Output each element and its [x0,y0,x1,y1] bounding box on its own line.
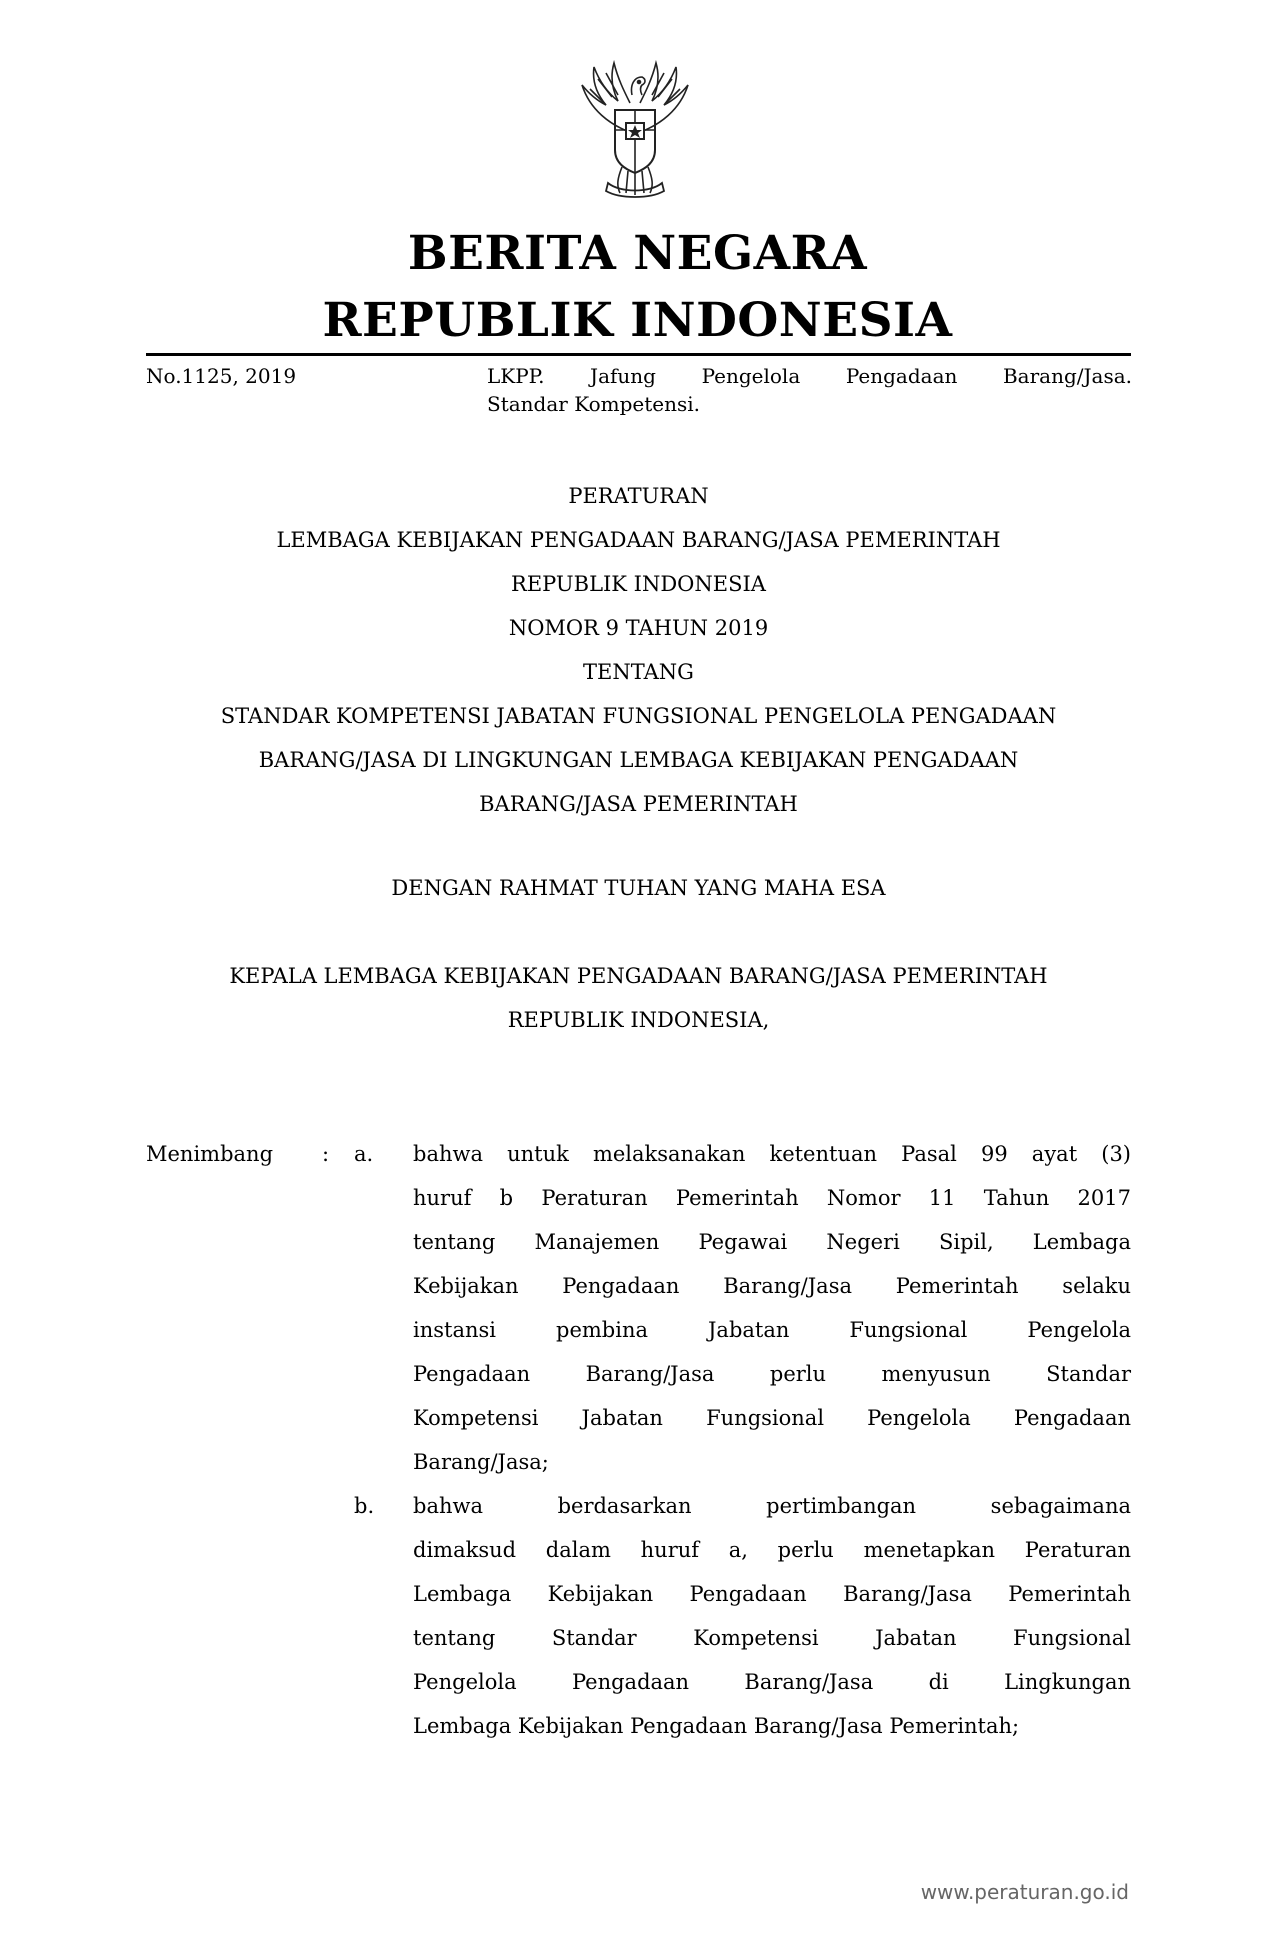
item-line: instansi pembina Jabatan Fungsional Pengelola [413,1318,1131,1342]
item-line: Kompetensi Jabatan Fungsional Pengelola Pengadaan [413,1406,1131,1430]
regulation-line: BARANG/JASA PEMERINTAH [479,792,798,816]
regulation-line: PERATURAN [568,484,709,508]
item-line: Kebijakan Pengadaan Barang/Jasa Pemerintah selaku [413,1274,1131,1298]
item-line: dimaksud dalam huruf a, perlu menetapkan Peraturan [413,1538,1131,1562]
item-line: Lembaga Kebijakan Pengadaan Barang/Jasa Pemerintah [413,1582,1131,1606]
masthead-title: BERITA NEGARA [407,226,868,281]
considering-colon: : [322,1142,330,1166]
item-line: bahwa untuk melaksanakan ketentuan Pasal 99 ayat (3) [413,1142,1131,1166]
item-text [413,1132,1131,1484]
regulation-line: LEMBAGA KEBIJAKAN PENGADAAN BARANG/JASA PEMERINTAH [276,528,1001,552]
footer-url: www.peraturan.go.id [920,1880,1129,1904]
regulation-line: TENTANG [583,660,694,684]
item-line: Pengelola Pengadaan Barang/Jasa di Lingkungan [413,1670,1131,1694]
item-line: bahwa berdasarkan pertimbangan sebagaimana [413,1494,1131,1518]
regulation-heading [146,474,1131,826]
item-line: Pengadaan Barang/Jasa perlu menyusun Standar [413,1362,1131,1386]
regulation-line: STANDAR KOMPETENSI JABATAN FUNGSIONAL PENGELOLA PENGADAAN [220,704,1057,728]
garuda-emblem-icon [560,55,710,205]
regulation-line: NOMOR 9 TAHUN 2019 [508,616,769,640]
item-letter: a. [354,1142,374,1166]
masthead-subtitle: REPUBLIK INDONESIA [322,293,953,348]
masthead-divider [146,353,1131,356]
head-of-office-line1: KEPALA LEMBAGA KEBIJAKAN PENGADAAN BARANG/JASA PEMERINTAH [229,964,1048,988]
head-of-office-line2: REPUBLIK INDONESIA, [507,1008,770,1032]
considering-label: Menimbang [146,1142,274,1166]
gazette-subject-line2: Standar Kompetensi. [487,392,701,416]
item-line: tentang Standar Kompetensi Jabatan Fungsional [413,1626,1131,1650]
grace-statement: DENGAN RAHMAT TUHAN YANG MAHA ESA [391,876,886,900]
gazette-number: No.1125, 2019 [146,364,297,388]
gazette-subject [487,362,1132,418]
gazette-subject-line1: LKPP. Jafung Pengelola Pengadaan Barang/Jasa. [487,364,1132,388]
item-line: huruf b Peraturan Pemerintah Nomor 11 Tahun 2017 [413,1186,1131,1210]
item-line: Barang/Jasa; [413,1450,549,1474]
item-letter: b. [354,1494,375,1518]
item-line: tentang Manajemen Pegawai Negeri Sipil, Lembaga [413,1230,1131,1254]
regulation-line: BARANG/JASA DI LINGKUNGAN LEMBAGA KEBIJAKAN PENGADAAN [258,748,1019,772]
head-of-office [146,954,1131,1042]
regulation-line: REPUBLIK INDONESIA [511,572,766,596]
item-line: Lembaga Kebijakan Pengadaan Barang/Jasa Pemerintah; [413,1714,1020,1738]
item-text [413,1484,1131,1748]
